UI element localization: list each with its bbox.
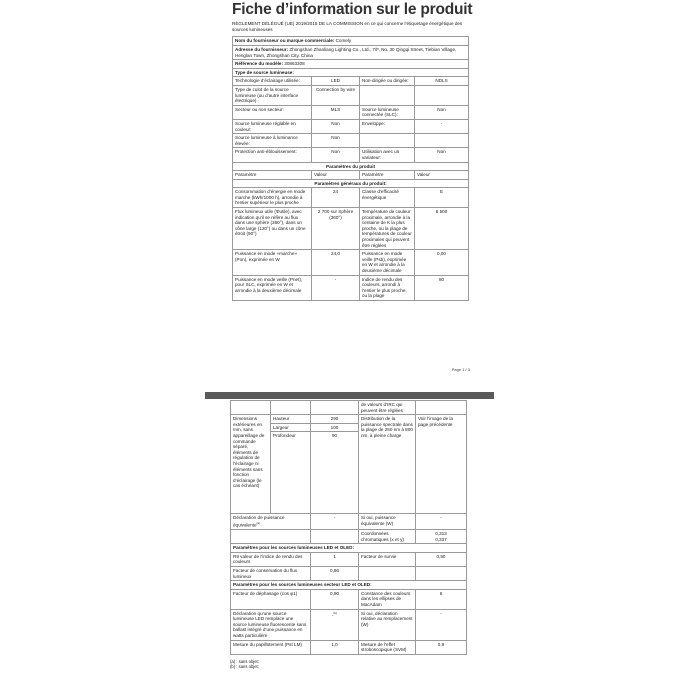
equiv-if-label: Si oui, puissance équivalente (W): [359, 514, 416, 530]
supplier-address-value: Zhongshan Zhaoliang Lighting Co., Ltd., 7/F, No. 30 Qingqi Street, Tiebian Village, Henglan Town, Zhongshan City, China: [235, 47, 457, 58]
chroma-y: 0,337: [435, 536, 447, 542]
row-value: 24: [312, 188, 360, 208]
table-row: [233, 188, 469, 208]
document-page-2: [220, 400, 482, 700]
row-value: -: [415, 119, 469, 133]
supplier-name-row: [233, 37, 469, 46]
page-divider: [205, 392, 494, 399]
row-value: 0,00: [415, 250, 469, 275]
supplier-address-row: [233, 46, 469, 60]
row-label: Puissance en mode veille (Psb), exprimée en W et arrondie à la deuxième décimale: [360, 250, 415, 275]
dimension-name: Profondeur: [271, 432, 311, 514]
table-row: [233, 148, 469, 162]
table-row: [231, 589, 467, 609]
row-value: [415, 85, 469, 105]
column-header: Valeur: [415, 171, 469, 180]
row-label: Facteur de conservation du flux lumineux: [231, 567, 311, 581]
row-value: 6 500: [415, 208, 469, 250]
spd-label: Distribution de la puissance spectrale dans la plage de 250 nm à 800 nm, à pleine charge: [359, 415, 416, 514]
row-label: Secteur ou non secteur:: [233, 105, 312, 119]
product-info-table: [232, 36, 469, 301]
table-row: [231, 552, 467, 566]
row-label: Source lumineuse réglable en couleur:: [233, 119, 312, 133]
table-row: [231, 530, 467, 544]
row-label: de valeurs d’IRC qui peuvent être réglées: [359, 401, 416, 415]
row-value: 24,0: [312, 250, 360, 275]
footnote-b: (b) : sans objet;: [230, 664, 259, 670]
equiv-value: -: [311, 514, 359, 530]
led-heading-row: [231, 544, 467, 553]
row-label: Enveloppe:: [360, 119, 415, 133]
row-label: Technologie d’éclairage utilisée:: [233, 77, 312, 86]
row-value: 2 700 sur Sphère (360°): [312, 208, 360, 250]
table-row: [231, 640, 467, 654]
params-heading: Paramètres du produit: [233, 162, 469, 171]
row-value: 0,96: [311, 567, 359, 581]
row-label: Facteur de survie: [359, 552, 416, 566]
type-heading-row: [233, 68, 469, 77]
type-heading: Type de source lumineuse:: [233, 68, 469, 77]
product-params-table-continued: [230, 400, 467, 655]
row-value: Non: [415, 148, 469, 162]
model-reference-value: 30863308: [284, 61, 305, 67]
mains-heading: Paramètres pour les sources lumineuses secteur LED et OLED:: [231, 581, 467, 590]
row-value: NDLS: [415, 77, 469, 86]
table-row: [233, 105, 469, 119]
page-title: Fiche d’information sur le produit: [232, 1, 473, 18]
row-value: -: [416, 609, 467, 640]
chroma-label: Coordonnées chromatiques (x et y): [359, 530, 416, 544]
row-label: Classe d’efficacité énergétique: [360, 188, 415, 208]
dimension-value: 100: [311, 423, 359, 432]
row-value: Non: [312, 134, 360, 148]
spd-value: Voir l’image de la page précédente: [416, 415, 467, 514]
table-row: [233, 208, 469, 250]
row-label: Constance des couleurs dans les ellipses de MacAdam: [359, 589, 416, 609]
column-header-row: [233, 171, 469, 180]
page-number: Page 1 / 3: [451, 367, 470, 372]
row-label: Flux lumineux utile (Φutile), avec indication qu’il se réfère au flux dans une sphère (360°), dans un cône large (120°) ou dans un cône étroit (90°): [233, 208, 312, 250]
row-label: Mesure de l’effet stroboscopique (SVM): [359, 640, 416, 654]
dimension-value: 290: [311, 415, 359, 424]
general-heading-row: [233, 179, 469, 188]
dimension-name: Largeur: [271, 423, 311, 432]
table-row: [233, 85, 469, 105]
model-reference-row: [233, 60, 469, 69]
footnote-a: (a) : sans objet;: [230, 658, 259, 664]
row-value: Connection by wire: [312, 85, 360, 105]
row-label: Si oui, déclaration relative au remplacement (W): [359, 609, 416, 640]
table-row: [233, 77, 469, 86]
mains-heading-row: [231, 581, 467, 590]
row-label: Consommation d’énergie en mode marche (kWh/1000 h), arrondie à l’entier supérieur le plus proche: [233, 188, 312, 208]
row-label: Température de couleur proximale, arrondie à la centaine de K la plus proche, ou la plage de températures de couleur proximales qui peuvent être réglées: [360, 208, 415, 250]
table-row: Déclaration de puissance équivalente$^{(a)}$ - Si oui, puissance équivalente (W) -: [231, 514, 467, 530]
row-value: MLS: [312, 105, 360, 119]
row-value: 0,90: [416, 552, 467, 566]
params-heading-row: [233, 162, 469, 171]
row-label: Protection anti-éblouissement:: [233, 148, 312, 162]
dimensions-label: Dimensions extérieures en mm, sans appareillage de commande séparé, éléments de régulation de l’éclairage ni éléments sans fonction d’éclairage (le cas échéant): [231, 415, 271, 514]
row-value: [415, 134, 469, 148]
supplier-name-label: Nom du fournisseur ou marque commerciale:: [235, 38, 335, 44]
chroma-x: 0,313: [435, 531, 447, 537]
row-label: [360, 134, 415, 148]
row-label: Indice de rendu des couleurs, arrondi à l’entier le plus proche, ou la plage: [360, 275, 415, 300]
row-value: 0,9: [416, 640, 467, 654]
supplier-name-value: Comely: [335, 38, 352, 44]
row-label: [359, 567, 416, 581]
column-header: Paramètre: [360, 171, 415, 180]
row-label: Puissance en mode veille (Pnet), pour SLC, exprimée en W et arrondie à la deuxième décimale: [233, 275, 312, 300]
row-label: Puissance en mode «marche» (Pon), exprimée en W: [233, 250, 312, 275]
row-label: Mesure du papillotement (Pst LM): [231, 640, 311, 654]
row-value: 1,0: [311, 640, 359, 654]
regulation-text: RÈGLEMENT DÉLÉGUÉ (UE) 2019/2015 DE LA COMMISSION en ce qui concerne l’étiquetage énergétique des sources lumineuses: [232, 21, 463, 33]
row-value: 0,90: [311, 589, 359, 609]
row-label: Facteur de déphasage (cos φ1): [231, 589, 311, 609]
row-value: Non: [312, 148, 360, 162]
row-label: Source lumineuse à luminance élevée:: [233, 134, 312, 148]
column-header: Paramètre: [233, 171, 312, 180]
table-row: [231, 401, 467, 415]
row-value: 1: [311, 552, 359, 566]
document-page-1: [220, 0, 482, 386]
table-row: [233, 275, 469, 300]
table-row: [233, 134, 469, 148]
supplier-address-label: Adresse du fournisseur:: [235, 47, 289, 52]
row-label: Utilisation avec un variateur:: [360, 148, 415, 162]
row-value: 80: [415, 275, 469, 300]
dimension-name: Hauteur: [271, 415, 311, 424]
row-value: E: [415, 188, 469, 208]
table-row: [233, 119, 469, 133]
row-label: [360, 85, 415, 105]
row-label: Non-dirigée ou dirigée:: [360, 77, 415, 86]
row-value: LED: [312, 77, 360, 86]
table-row: [231, 567, 467, 581]
dimension-value: 90: [311, 432, 359, 514]
row-value: -: [312, 275, 360, 300]
row-value: -: [331, 612, 334, 618]
model-reference-label: Référence du modèle:: [235, 61, 283, 67]
row-value: Non: [415, 105, 469, 119]
table-row: Déclaration qu’une source lumineuse LED remplace une source lumineuse fluorescente sans ballast intégré d’une puissance en watts particulière -$^{(b)}$ Si oui, déclaration relative au remplacement (W) -: [231, 609, 467, 640]
row-label: Source lumineuse connectée (SLC):: [360, 105, 415, 119]
row-value: 6: [416, 589, 467, 609]
equiv-label: Déclaration de puissance équivalente: [233, 515, 285, 528]
row-value: Non: [312, 119, 360, 133]
row-label: R9 valeur de l’indice de rendu des couleurs: [231, 552, 311, 566]
row-label: Type de culot de la source lumineuse (ou d’autre interface électrique): [233, 85, 312, 105]
led-heading: Paramètres pour les sources lumineuses LED et OLED:: [231, 544, 467, 553]
column-header: Valeur: [312, 171, 360, 180]
general-heading: Paramètres généraux du produit:: [233, 179, 469, 188]
equiv-if-value: -: [416, 514, 467, 530]
row-label: Déclaration qu’une source lumineuse LED remplace une source lumineuse fluorescente sans ballast intégré d’une puissance en watts particulière: [231, 609, 311, 640]
table-row: [233, 250, 469, 275]
table-row: [231, 415, 467, 424]
row-value: [416, 567, 467, 581]
